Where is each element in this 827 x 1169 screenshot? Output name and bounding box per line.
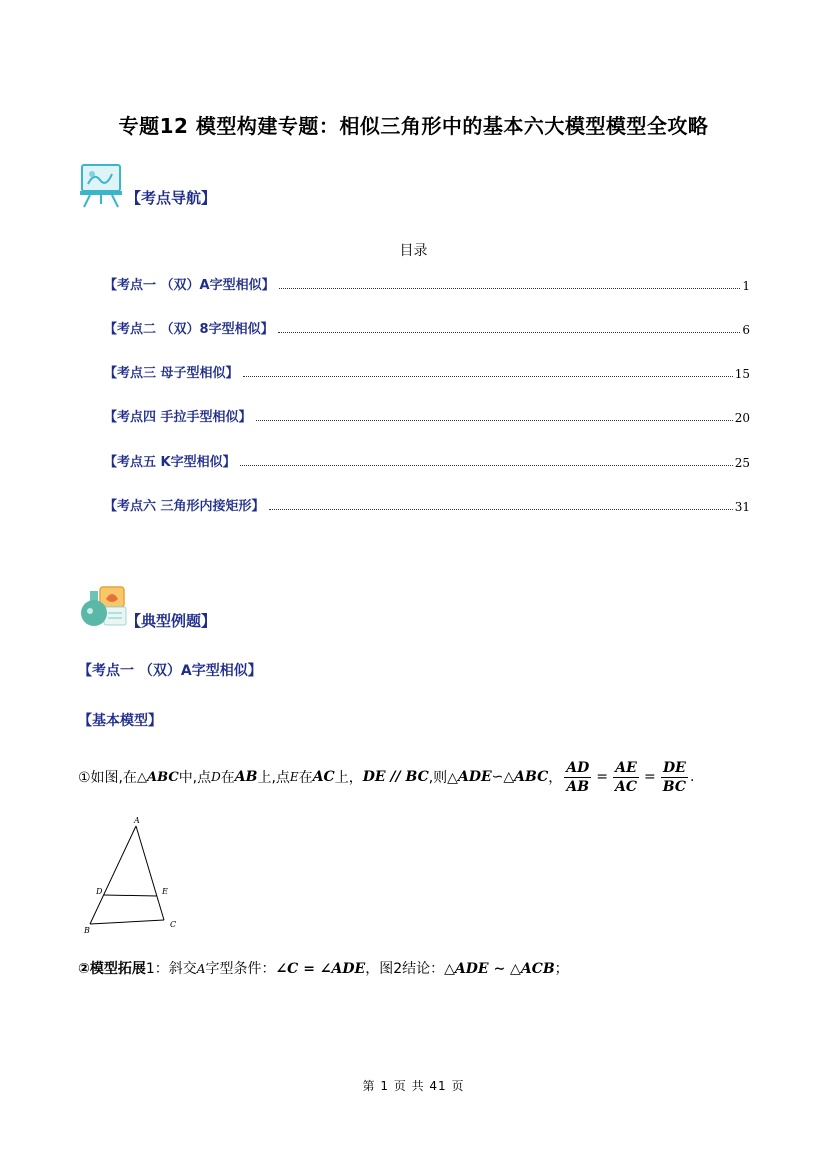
- toc-item-1[interactable]: [104, 273, 750, 293]
- statement-text: 字型条件：: [205, 961, 276, 977]
- statement-text: ，: [548, 770, 563, 786]
- equals-sign: =: [596, 769, 608, 785]
- math-segment-ab: AB: [234, 769, 258, 785]
- statement-text: ①如图,在: [78, 770, 138, 786]
- toc-item-4[interactable]: [104, 405, 750, 425]
- fraction-ad-ab: [564, 759, 591, 796]
- math-ade: ADE: [457, 769, 492, 785]
- statement-text: ，图: [365, 961, 394, 977]
- equals-sign: =: [644, 769, 656, 785]
- fraction-numerator: AE: [615, 759, 637, 776]
- toc-leader-dots: [269, 509, 733, 510]
- toc-item-page: 20: [734, 411, 750, 425]
- examples-section-heading: [78, 585, 378, 635]
- toc-item-label: 【考点二 （双）8字型相似】: [104, 322, 274, 337]
- statement-text: ；: [554, 961, 569, 977]
- toc-item-label: 【考点六 三角形内接矩形】: [104, 499, 265, 514]
- a-shape-triangle-figure: [80, 812, 190, 938]
- math-segment-ac: AC: [312, 769, 335, 785]
- page-footer: 第 1 页 共 41 页: [362, 1079, 465, 1093]
- side-ab: [90, 826, 136, 924]
- fraction-numerator: DE: [662, 759, 686, 776]
- nav-section-heading: [78, 162, 378, 212]
- side-ac: [136, 826, 164, 920]
- math-letter-a: A: [196, 962, 206, 976]
- segment-de: [104, 895, 157, 896]
- nav-heading-label: 【考点导航】: [126, 189, 217, 207]
- math-similarity-conclusion: △ADE ∼ △ACB: [444, 961, 555, 977]
- statement-1: [78, 752, 758, 802]
- label-c: C: [170, 920, 177, 929]
- toc-item-page: 6: [742, 323, 750, 337]
- toc-item-2[interactable]: [104, 317, 750, 337]
- basic-model-heading: 【基本模型】: [78, 713, 162, 729]
- flask-icon: [78, 585, 128, 631]
- toc-item-label: 【考点四 手拉手型相似】: [104, 410, 252, 425]
- toc-item-page: 15: [734, 367, 750, 381]
- fraction-denominator: AB: [566, 778, 590, 795]
- math-point-e: E: [289, 770, 299, 784]
- statement-text: 在: [220, 770, 235, 786]
- statement-text: ②模型拓展: [78, 961, 146, 977]
- fraction-numerator: AD: [566, 759, 590, 776]
- math-point-d: D: [211, 770, 221, 784]
- toc-item-6[interactable]: [104, 494, 750, 514]
- statement-text: 上,点: [257, 770, 290, 786]
- statement-2: [78, 958, 758, 978]
- toc-item-label: 【考点五 K字型相似】: [104, 455, 236, 470]
- statement-text: 上，: [334, 770, 363, 786]
- toc-item-label: 【考点三 母子型相似】: [104, 366, 239, 381]
- math-abc: ABC: [514, 769, 549, 785]
- math-parallel: DE // BC: [362, 769, 429, 785]
- statement-text: 2: [393, 961, 403, 977]
- fraction-ae-ac: [613, 759, 639, 796]
- statement-text: 结论：: [402, 961, 445, 977]
- examples-heading-label: 【典型例题】: [126, 612, 217, 630]
- toc-title: 目录: [399, 243, 428, 259]
- label-a: A: [134, 816, 140, 825]
- toc-item-3[interactable]: [104, 361, 750, 381]
- toc-leader-dots: [278, 332, 741, 333]
- toc-item-label: 【考点一 （双）A字型相似】: [104, 278, 275, 293]
- fraction-denominator: BC: [662, 778, 686, 795]
- toc-leader-dots: [279, 288, 741, 289]
- toc-leader-dots: [240, 465, 733, 466]
- statement-text: ∽△: [491, 769, 515, 785]
- toc-leader-dots: [256, 420, 733, 421]
- toc-leader-dots: [243, 376, 733, 377]
- presentation-board-icon: [78, 162, 128, 208]
- label-d: D: [96, 887, 103, 896]
- label-b: B: [84, 926, 90, 935]
- statement-text: 在: [298, 770, 313, 786]
- statement-text: ：斜交: [154, 961, 197, 977]
- statement-text: 1: [145, 961, 155, 977]
- fraction-denominator: AC: [615, 778, 638, 795]
- statement-text: 中,点: [178, 770, 212, 786]
- math-triangle-abc: △ABC: [137, 769, 179, 785]
- math-angle-condition: ∠C = ∠ADE: [275, 961, 366, 977]
- toc-item-page: 1: [742, 279, 750, 293]
- fraction-de-bc: [661, 759, 688, 796]
- label-e: E: [162, 887, 168, 896]
- topic-1-heading: 【考点一 （双）A字型相似】: [78, 663, 262, 679]
- page-title: 专题12 模型构建专题：相似三角形中的基本六大模型模型全攻略: [118, 114, 709, 138]
- toc-item-page: 25: [734, 456, 750, 470]
- statement-text: .: [690, 769, 695, 785]
- toc-item-page: 31: [734, 500, 750, 514]
- statement-text: ,则△: [428, 770, 458, 786]
- side-bc: [90, 920, 164, 924]
- toc-item-5[interactable]: [104, 450, 750, 470]
